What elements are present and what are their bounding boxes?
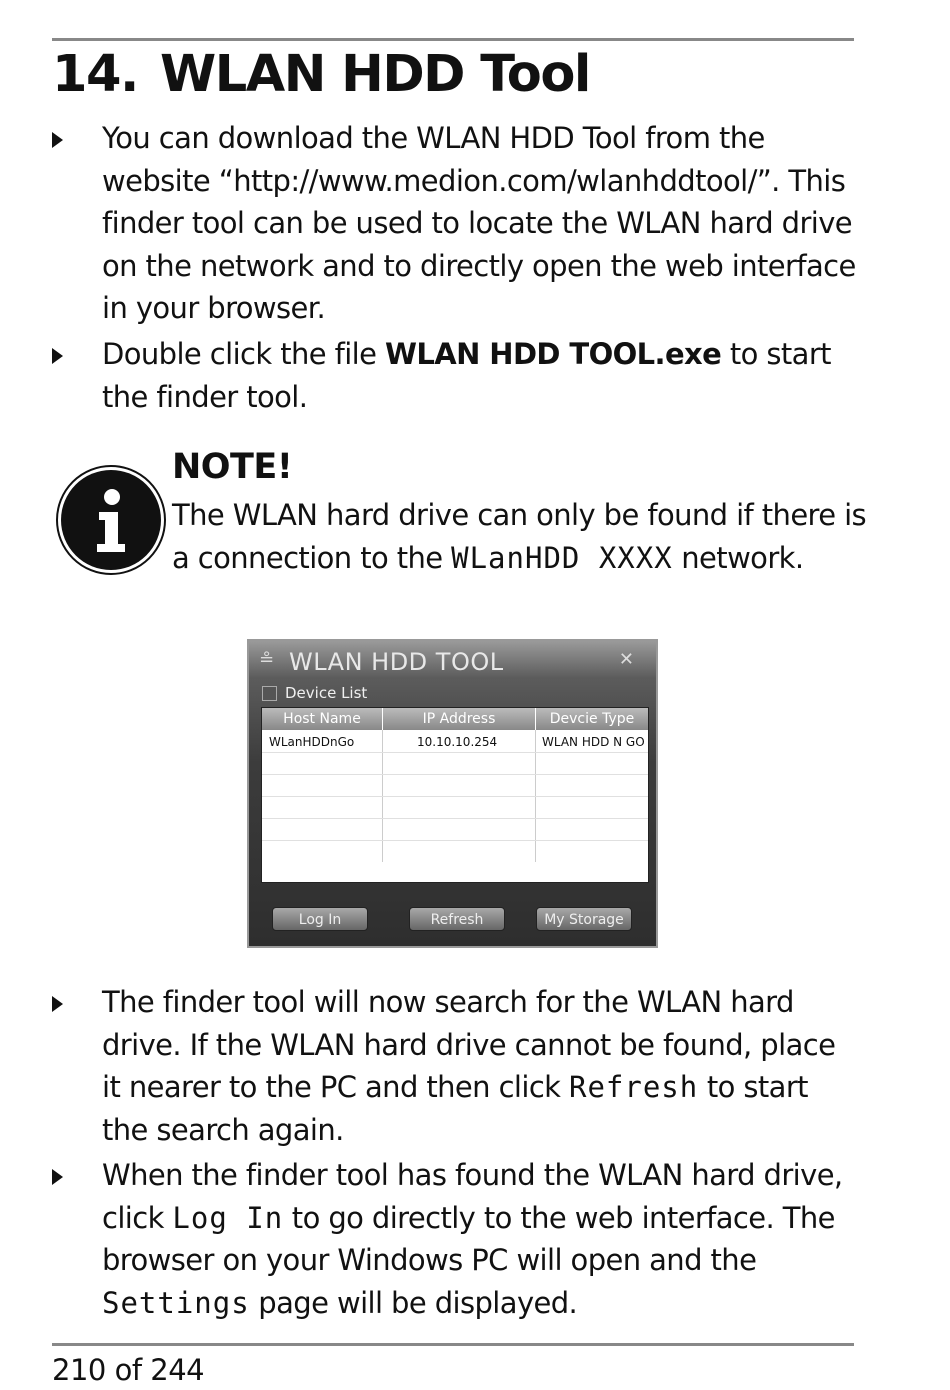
bullet-arrow-icon	[52, 996, 63, 1012]
note-title: NOTE!	[172, 447, 293, 487]
row-divider	[262, 796, 648, 797]
cell-device-type[interactable]: WLAN HDD N GO	[542, 735, 645, 749]
note-block	[172, 444, 872, 579]
bullet-text: You can download the WLAN HDD Tool from the website “http://www.medion.com/wlanhddtool/”. This finder tool can be used to locate the WLAN hard drive on the network and to directly open the web interface in your browser.	[102, 121, 856, 326]
text-span: When the finder tool has found the WLAN hard drive, click	[102, 1158, 843, 1235]
text-span: to start the finder tool.	[102, 337, 831, 414]
log-in-button[interactable]: Log In	[272, 907, 368, 931]
column-header-type[interactable]: Devcie Type	[536, 708, 648, 730]
row-divider	[262, 752, 648, 753]
note-text	[172, 494, 872, 579]
bullet-search	[52, 981, 862, 1151]
bullet-double-click	[52, 333, 862, 418]
window-title: WLAN HDD TOOL	[289, 648, 504, 676]
row-divider	[262, 774, 648, 775]
refresh-button[interactable]: Refresh	[409, 907, 505, 931]
bullet-text	[102, 333, 862, 418]
close-icon[interactable]: ✕	[618, 649, 634, 670]
list-icon	[262, 686, 277, 701]
bullet-login	[52, 1154, 862, 1324]
bullet-download	[52, 117, 862, 330]
refresh-code: Refresh	[569, 1070, 699, 1105]
page-number: 210 of 244	[52, 1353, 205, 1387]
bullet-text	[102, 981, 862, 1151]
text-span: to start the search again.	[102, 1070, 808, 1147]
section-heading	[52, 40, 590, 110]
text-span: The finder tool will now search for the WLAN hard drive. If the WLAN hard drive cannot be found, place it nearer to the PC and then click	[102, 985, 836, 1105]
bullet-arrow-icon	[52, 132, 63, 148]
login-code: Log In	[172, 1200, 284, 1235]
filename-bold: WLAN HDD TOOL.exe	[385, 337, 722, 371]
column-header-host[interactable]: Host Name	[262, 708, 382, 730]
text-span: to go directly to the web interface. The browser on your Windows PC will open and the	[102, 1200, 835, 1278]
bullet-arrow-icon	[52, 1169, 63, 1185]
bottom-rule	[52, 1343, 854, 1346]
cell-host-name[interactable]: WLanHDDnGo	[269, 735, 355, 749]
row-divider	[262, 818, 648, 819]
row-divider	[262, 840, 648, 841]
column-header-ip[interactable]: IP Address	[383, 708, 535, 730]
settings-code: Settings	[102, 1285, 250, 1320]
text-span: Double click the file	[102, 337, 385, 371]
app-icon: ≗	[259, 649, 275, 670]
text-span: network.	[672, 540, 804, 575]
device-list-label: Device List	[285, 684, 368, 702]
section-title: WLAN HDD Tool	[160, 45, 590, 104]
section-number: 14.	[52, 45, 138, 104]
device-table	[261, 707, 649, 883]
bullet-text	[102, 1154, 862, 1324]
text-span: page will be displayed.	[249, 1285, 578, 1320]
network-name: WLanHDD XXXX	[451, 540, 673, 575]
cell-ip-address[interactable]: 10.10.10.254	[417, 735, 498, 749]
wlan-hdd-tool-window	[247, 639, 658, 948]
my-storage-button[interactable]: My Storage	[536, 907, 632, 931]
info-icon	[55, 464, 167, 576]
text-span: The WLAN hard drive can only be found if there is a connection to the	[172, 498, 867, 575]
window-titlebar	[249, 641, 656, 679]
bullet-arrow-icon	[52, 348, 63, 364]
